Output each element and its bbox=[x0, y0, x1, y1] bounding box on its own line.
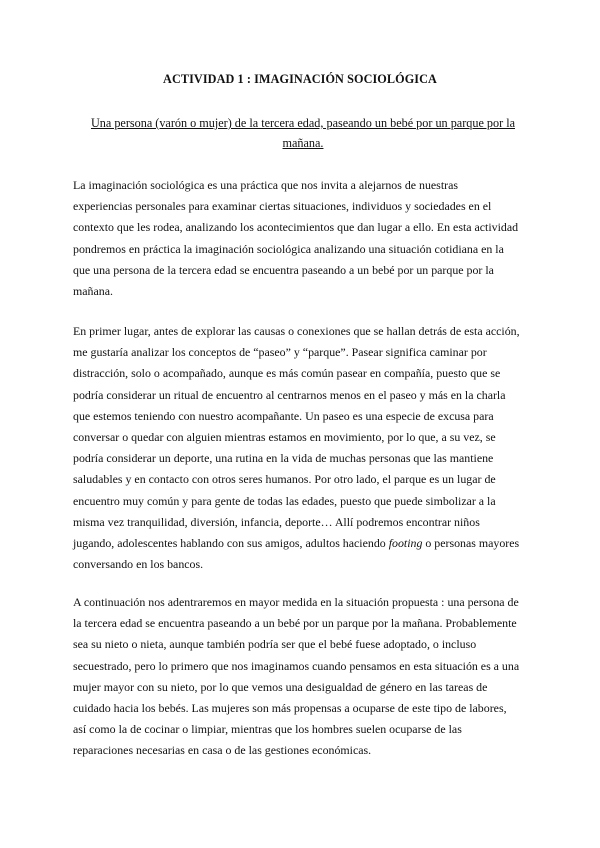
text-line: misma vez tranquilidad, diversión, infancia, deporte… Allí podremos encontrar niños bbox=[73, 514, 480, 529]
text-line: distracción, solo o acompañado, aunque es más común pasear en compañía, puesto que se bbox=[73, 366, 501, 381]
text-line: sea su nieto o nieta, aunque también podría ser que el bebé fuese adoptado, o incluso bbox=[73, 637, 477, 652]
text-line: La imaginación sociológica es una práctica que nos invita a alejarnos de nuestras bbox=[73, 178, 458, 192]
text-line: reparaciones necesarias en casa o de las gestiones económicas. bbox=[73, 743, 372, 758]
text-line: que estemos teniendo con nuestro acompañante. Un paseo es una especie de excusa para bbox=[73, 408, 494, 423]
paragraph-introduction bbox=[73, 175, 529, 302]
document-title: ACTIVIDAD 1 : IMAGINACIÓN SOCIOLÓGICA bbox=[163, 72, 437, 86]
text-line: pondremos en práctica la imaginación sociológica analizando una situación cotidiana en la bbox=[73, 241, 504, 256]
document-subtitle bbox=[78, 113, 528, 153]
text-line: la tercera edad se encuentra paseando a un bebé por un parque por la mañana. Probablemente bbox=[73, 616, 517, 631]
paragraph-situation bbox=[73, 592, 529, 762]
text-line: mañana. bbox=[73, 284, 113, 299]
text-line: mujer mayor con su nieto, por lo que vemos una desigualdad de género en las tareas de bbox=[73, 679, 488, 694]
text-line: que una persona de la tercera edad se encuentra paseando a un bebé por un parque por la bbox=[73, 262, 494, 277]
text-segment: jugando, adolescentes hablando con sus amigos, adultos haciendo bbox=[73, 536, 389, 551]
subtitle-line: Una persona (varón o mujer) de la tercera edad, paseando un bebé por un parque por la bbox=[90, 116, 515, 130]
text-line: podría considerar un ritual de encuentro al centrarnos menos en el paseo y más en la charla bbox=[73, 387, 506, 402]
text-segment: o personas mayores bbox=[422, 536, 520, 551]
text-line: podría considerar un deporte, una rutina en la vida de muchas personas que las mantiene bbox=[73, 451, 494, 466]
text-line: cuidado hacia los bebés. Las mujeres son más propensas a ocuparse de este tipo de labores, bbox=[73, 701, 507, 716]
text-line: En primer lugar, antes de explorar las causas o conexiones que se hallan detrás de esta acción, bbox=[73, 324, 520, 338]
italic-word: footing bbox=[388, 536, 423, 551]
paragraph-concepts bbox=[73, 321, 529, 575]
text-line: así como la de cocinar o limpiar, mientras que los hombres suelen ocuparse de las bbox=[73, 722, 462, 737]
text-line: saludables y en contacto con otros seres humanos. Por otro lado, el parque es un lugar de bbox=[73, 472, 496, 487]
text-line: me gustaría analizar los conceptos de “paseo” y “parque”. Pasear significa caminar por bbox=[73, 345, 487, 360]
text-line: experiencias personales para examinar ciertas situaciones, individuos y sociedades en el bbox=[73, 199, 492, 214]
text-line: conversar o quedar con alguien mientras estamos en movimiento, por lo que, a su vez, se bbox=[73, 430, 496, 445]
text-line: contexto que les rodea, analizando los acontecimientos que dan lugar a ello. En esta actividad bbox=[73, 220, 519, 235]
text-line: A continuación nos adentraremos en mayor medida en la situación propuesta : una persona de bbox=[73, 595, 519, 609]
text-line: conversando en los bancos. bbox=[73, 557, 204, 572]
subtitle-line: mañana. bbox=[282, 136, 324, 150]
text-line-with-italic bbox=[73, 533, 529, 554]
text-line: secuestrado, pero lo primero que nos imaginamos cuando pensamos en esta situación es a una bbox=[73, 658, 520, 673]
text-line: encuentro muy común y para gente de todas las edades, puesto que puede simbolizar a la bbox=[73, 493, 496, 508]
